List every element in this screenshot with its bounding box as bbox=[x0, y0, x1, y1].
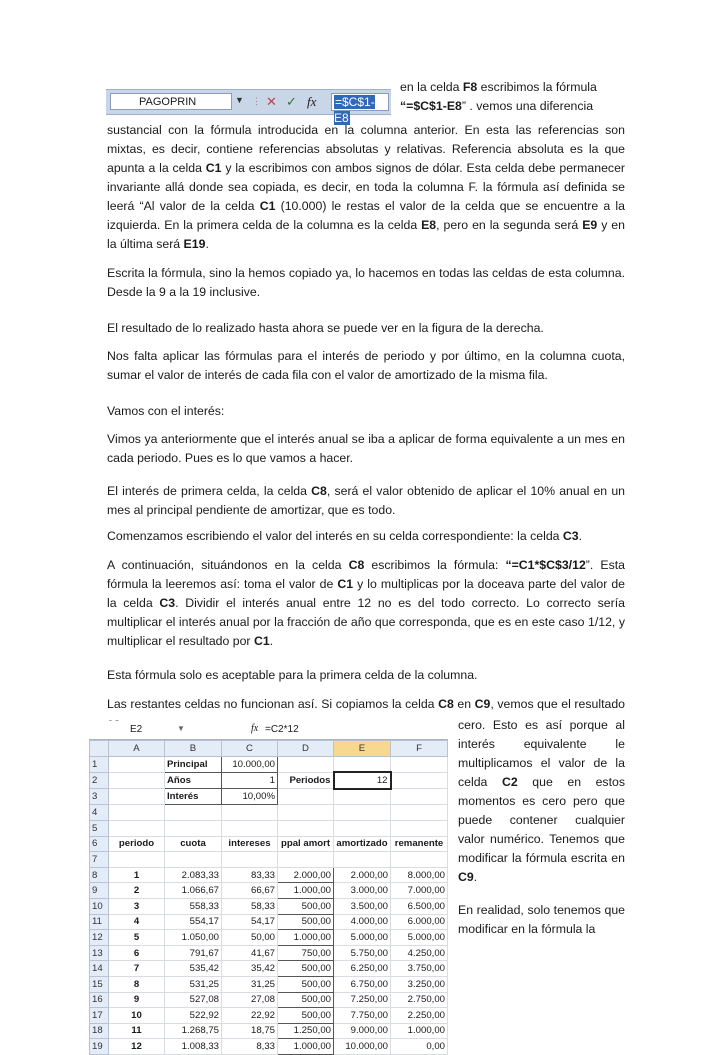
column-header[interactable]: B bbox=[165, 741, 222, 757]
grip-icon: ⋮ bbox=[252, 96, 261, 106]
paragraph-10: Esta fórmula solo es aceptable para la primera celda de la columna. bbox=[107, 668, 478, 682]
grid-cell[interactable]: 3.250,00 bbox=[391, 976, 448, 992]
grid-cell[interactable]: 58,33 bbox=[222, 898, 278, 914]
spreadsheet-image bbox=[89, 721, 448, 1053]
grid-cell[interactable]: 2.250,00 bbox=[391, 1008, 448, 1024]
table-row bbox=[90, 914, 448, 930]
sheet-name-box[interactable]: E2 bbox=[130, 724, 143, 735]
row-header[interactable]: 5 bbox=[90, 820, 109, 836]
grid-cell[interactable]: 4 bbox=[109, 914, 165, 930]
spreadsheet-grid bbox=[89, 740, 448, 1055]
grid-cell[interactable]: 1 bbox=[222, 772, 278, 789]
row-header[interactable]: 6 bbox=[90, 836, 109, 852]
row-header[interactable]: 19 bbox=[90, 1039, 109, 1055]
sheet-fx-icon[interactable]: fx bbox=[251, 723, 259, 734]
side-paragraph-1: cero. Esto es así porque al interés equivalente le multiplicamos el valor de la celda C2 que en estos momentos es cero pero que puede contener cualquier valor numérico. Tenemos que modificar la fórmula escrita en C9. bbox=[458, 718, 625, 884]
row-header[interactable]: 13 bbox=[90, 945, 109, 961]
row-header[interactable]: 3 bbox=[90, 789, 109, 805]
grid-cell[interactable]: 500,00 bbox=[278, 898, 334, 914]
row-header[interactable]: 14 bbox=[90, 961, 109, 977]
grid-cell[interactable] bbox=[391, 789, 448, 805]
grid-cell[interactable]: 535,42 bbox=[165, 961, 222, 977]
table-row bbox=[90, 789, 448, 805]
grid-cell[interactable]: 10.000,00 bbox=[222, 756, 278, 772]
cancel-icon[interactable]: ✕ bbox=[266, 94, 277, 109]
table-row bbox=[90, 820, 448, 836]
grid-cell[interactable]: 54,17 bbox=[222, 914, 278, 930]
grid-cell[interactable] bbox=[334, 756, 391, 772]
grid-cell[interactable]: 12 bbox=[109, 1039, 165, 1055]
table-row bbox=[90, 756, 448, 772]
table-row bbox=[90, 1023, 448, 1039]
grid-cell[interactable]: 527,08 bbox=[165, 992, 222, 1008]
grid-cell[interactable]: 9 bbox=[109, 992, 165, 1008]
grid-cell[interactable]: 2.750,00 bbox=[391, 992, 448, 1008]
table-row bbox=[90, 961, 448, 977]
grid-cell[interactable]: 83,33 bbox=[222, 867, 278, 883]
grid-cell[interactable] bbox=[109, 789, 165, 805]
table-row bbox=[90, 836, 448, 852]
row-header[interactable]: 2 bbox=[90, 772, 109, 789]
grid-cell[interactable]: 7.250,00 bbox=[334, 992, 391, 1008]
grid-cell[interactable]: 7.750,00 bbox=[334, 1008, 391, 1024]
sheet-formula-input[interactable]: =C2*12 bbox=[265, 724, 299, 735]
grid-cell[interactable]: 4.250,00 bbox=[391, 945, 448, 961]
grid-cell[interactable]: 1.066,67 bbox=[165, 883, 222, 899]
grid-cell[interactable] bbox=[278, 756, 334, 772]
grid-cell[interactable]: 500,00 bbox=[278, 1008, 334, 1024]
grid-cell[interactable]: 27,08 bbox=[222, 992, 278, 1008]
grid-cell[interactable] bbox=[109, 772, 165, 789]
paragraph-11: Las restantes celdas no funcionan así. Si copiamos la celda C8 en C9, vemos que el resultado bbox=[107, 697, 626, 711]
grid-cell[interactable]: 7 bbox=[109, 961, 165, 977]
paragraph-8: Comenzamos escribiendo el valor del interés en su celda correspondiente: la celda C3. bbox=[107, 529, 583, 543]
grid-cell[interactable] bbox=[109, 852, 165, 868]
grid-cell[interactable]: Interés bbox=[165, 789, 222, 805]
paragraph-2: Escrita la fórmula, sino la hemos copiado ya, lo hacemos en todas las celdas de esta columna. Desde la 9 a la 19 inclusive. bbox=[107, 266, 625, 299]
grid-cell[interactable]: 5 bbox=[109, 930, 165, 946]
grid-cell[interactable]: 1 bbox=[109, 867, 165, 883]
grid-cell[interactable] bbox=[222, 805, 278, 821]
grid-cell[interactable]: 5.000,00 bbox=[334, 930, 391, 946]
table-row bbox=[90, 852, 448, 868]
grid-cell[interactable] bbox=[391, 772, 448, 789]
table-row bbox=[90, 805, 448, 821]
row-header[interactable]: 15 bbox=[90, 976, 109, 992]
grid-cell[interactable]: 12 bbox=[334, 772, 391, 789]
grid-cell[interactable] bbox=[165, 820, 222, 836]
grid-cell[interactable]: ppal amort bbox=[278, 836, 334, 852]
grid-cell[interactable]: 554,17 bbox=[165, 914, 222, 930]
row-header[interactable]: 8 bbox=[90, 867, 109, 883]
grid-cell[interactable]: 1.050,00 bbox=[165, 930, 222, 946]
grid-cell[interactable]: 791,67 bbox=[165, 945, 222, 961]
grid-cell[interactable] bbox=[334, 805, 391, 821]
grid-cell[interactable] bbox=[165, 852, 222, 868]
grid-cell[interactable]: 4.000,00 bbox=[334, 914, 391, 930]
dropdown-arrow-icon[interactable]: ▼ bbox=[235, 95, 244, 105]
grid-cell[interactable] bbox=[334, 852, 391, 868]
grid-cell[interactable] bbox=[109, 805, 165, 821]
paragraph-7: El interés de primera celda, la celda C8, será el valor obtenido de aplicar el 10% anual en un mes al principal pendiente de amortizar, que es todo. bbox=[107, 484, 625, 517]
grid-cell[interactable]: 1.250,00 bbox=[278, 1023, 334, 1039]
grid-cell[interactable]: intereses bbox=[222, 836, 278, 852]
table-row bbox=[90, 1008, 448, 1024]
grid-cell[interactable] bbox=[391, 820, 448, 836]
row-header[interactable]: 7 bbox=[90, 852, 109, 868]
row-header[interactable]: 18 bbox=[90, 1023, 109, 1039]
paragraph-5: Vamos con el interés: bbox=[107, 404, 225, 418]
grid-cell[interactable]: 9.000,00 bbox=[334, 1023, 391, 1039]
grid-cell[interactable]: 6 bbox=[109, 945, 165, 961]
grid-cell[interactable]: 2 bbox=[109, 883, 165, 899]
grid-cell[interactable]: 750,00 bbox=[278, 945, 334, 961]
grid-cell[interactable]: amortizado bbox=[334, 836, 391, 852]
fx-icon[interactable]: fx bbox=[307, 94, 317, 109]
table-row bbox=[90, 883, 448, 899]
grid-cell[interactable]: cuota bbox=[165, 836, 222, 852]
select-all-corner[interactable] bbox=[90, 741, 109, 757]
grid-cell[interactable]: 1.000,00 bbox=[391, 1023, 448, 1039]
table-row bbox=[90, 1039, 448, 1055]
grid-cell[interactable] bbox=[278, 789, 334, 805]
grid-cell[interactable]: 31,25 bbox=[222, 976, 278, 992]
grid-cell[interactable]: 18,75 bbox=[222, 1023, 278, 1039]
table-row bbox=[90, 992, 448, 1008]
grid-cell[interactable]: 50,00 bbox=[222, 930, 278, 946]
row-header[interactable]: 17 bbox=[90, 1008, 109, 1024]
grid-cell[interactable]: 8.000,00 bbox=[391, 867, 448, 883]
paragraph-6: Vimos ya anteriormente que el interés anual se iba a aplicar de forma equivalente a un mes en cada periodo. Pues es lo que vamos a hacer. bbox=[107, 432, 625, 465]
grid-cell[interactable]: 3.750,00 bbox=[391, 961, 448, 977]
grid-cell[interactable] bbox=[278, 852, 334, 868]
grid-cell[interactable]: 500,00 bbox=[278, 914, 334, 930]
side-paragraph-2: En realidad, solo tenemos que modificar en la fórmula la bbox=[458, 903, 625, 936]
grid-cell[interactable] bbox=[222, 820, 278, 836]
paragraph-4: Nos falta aplicar las fórmulas para el interés de periodo y por último, en la columna cuota, sumar el valor de interés de cada fila con el valor de amortizado de la misma fila. bbox=[107, 349, 625, 382]
grid-cell[interactable]: 558,33 bbox=[165, 898, 222, 914]
grid-cell[interactable]: 500,00 bbox=[278, 992, 334, 1008]
table-row bbox=[90, 772, 448, 789]
grid-cell[interactable]: 5.750,00 bbox=[334, 945, 391, 961]
grid-cell[interactable]: 1.000,00 bbox=[278, 930, 334, 946]
grid-cell[interactable]: 3 bbox=[109, 898, 165, 914]
column-header[interactable]: E bbox=[334, 741, 391, 757]
grid-cell[interactable] bbox=[391, 756, 448, 772]
grid-cell[interactable] bbox=[109, 756, 165, 772]
grid-cell[interactable]: 1.268,75 bbox=[165, 1023, 222, 1039]
grid-cell[interactable] bbox=[391, 805, 448, 821]
row-header[interactable]: 4 bbox=[90, 805, 109, 821]
grid-cell[interactable]: 10,00% bbox=[222, 789, 278, 805]
table-row bbox=[90, 945, 448, 961]
grid-cell[interactable]: 6.250,00 bbox=[334, 961, 391, 977]
column-header[interactable]: C bbox=[222, 741, 278, 757]
table-row bbox=[90, 976, 448, 992]
grid-cell[interactable]: 2.000,00 bbox=[278, 867, 334, 883]
grid-cell[interactable]: 1.000,00 bbox=[278, 883, 334, 899]
grid-cell[interactable]: 0,00 bbox=[391, 1039, 448, 1055]
formula-input[interactable]: =$C$1-E8 bbox=[331, 93, 389, 111]
grid-cell[interactable]: 2.000,00 bbox=[334, 867, 391, 883]
grid-cell[interactable]: Años bbox=[165, 772, 222, 789]
row-header[interactable]: 12 bbox=[90, 930, 109, 946]
grid-cell[interactable]: 8,33 bbox=[222, 1039, 278, 1055]
paragraph-3: El resultado de lo realizado hasta ahora se puede ver en la figura de la derecha. bbox=[107, 321, 544, 335]
table-row bbox=[90, 930, 448, 946]
column-header[interactable]: F bbox=[391, 741, 448, 757]
grid-cell[interactable]: Periodos bbox=[278, 772, 334, 789]
grid-cell[interactable] bbox=[391, 852, 448, 868]
column-header[interactable]: A bbox=[109, 741, 165, 757]
grid-cell[interactable]: Principal bbox=[165, 756, 222, 772]
grid-cell[interactable]: 500,00 bbox=[278, 976, 334, 992]
grid-cell[interactable] bbox=[334, 820, 391, 836]
row-header[interactable]: 11 bbox=[90, 914, 109, 930]
sheet-dropdown-icon[interactable]: ▼ bbox=[177, 724, 185, 733]
grid-cell[interactable]: periodo bbox=[109, 836, 165, 852]
grid-cell[interactable]: 500,00 bbox=[278, 961, 334, 977]
grid-cell[interactable]: 6.750,00 bbox=[334, 976, 391, 992]
grid-cell[interactable] bbox=[109, 820, 165, 836]
grid-cell[interactable]: 6.500,00 bbox=[391, 898, 448, 914]
enter-icon[interactable]: ✓ bbox=[286, 94, 297, 109]
grid-cell[interactable]: 66,67 bbox=[222, 883, 278, 899]
grid-cell[interactable]: remanente bbox=[391, 836, 448, 852]
intro-text: en la celda F8 escribimos la fórmula “=$C$1-E8” . vemos una diferencia bbox=[400, 80, 597, 113]
grid-cell[interactable]: 5.000,00 bbox=[391, 930, 448, 946]
grid-cell[interactable]: 8 bbox=[109, 976, 165, 992]
row-header[interactable]: 1 bbox=[90, 756, 109, 772]
grid-cell[interactable] bbox=[278, 820, 334, 836]
row-header[interactable]: 10 bbox=[90, 898, 109, 914]
sheet-formula-bar bbox=[89, 721, 448, 740]
grid-cell[interactable]: 7.000,00 bbox=[391, 883, 448, 899]
grid-cell[interactable]: 10 bbox=[109, 1008, 165, 1024]
column-header[interactable]: D bbox=[278, 741, 334, 757]
grid-cell[interactable] bbox=[165, 805, 222, 821]
grid-cell[interactable]: 3.500,00 bbox=[334, 898, 391, 914]
name-box[interactable]: PAGOPRIN bbox=[110, 93, 232, 110]
grid-cell[interactable]: 3.000,00 bbox=[334, 883, 391, 899]
grid-cell[interactable]: 41,67 bbox=[222, 945, 278, 961]
paragraph-9: A continuación, situándonos en la celda C8 escribimos la fórmula: “=C1*$C$3/12”. Esta fórmula la leeremos así: toma el valor de C1 y lo multiplicas por la doceava parte del valor de la celda C3. Dividir el interés anual entre 12 no es del todo correcto. Lo correcto sería multiplicar el interés anual por la fracción de año que corresponda, que es en este caso 1/12, y multiplicar el resultado por C1. bbox=[107, 558, 625, 648]
grid-cell[interactable]: 6.000,00 bbox=[391, 914, 448, 930]
grid-cell[interactable]: 2.083,33 bbox=[165, 867, 222, 883]
formula-bar-image bbox=[106, 82, 391, 125]
row-header[interactable]: 9 bbox=[90, 883, 109, 899]
grid-cell[interactable]: 22,92 bbox=[222, 1008, 278, 1024]
table-row bbox=[90, 898, 448, 914]
paragraph-1: sustancial con la fórmula introducida en la columna anterior. En esta las referencias son mixtas, es decir, contiene referencias absolutas y relativas. Referencia absoluta es la que apunta a la celda C1 y la escribimos con ambos signos de dólar. Esta celda debe permanecer invariante allá donde sea copiada, es decir, en toda la columna F. la fórmula así definida se leerá “Al valor de la celda C1 (10.000) le restas el valor de la celda que se encuentre a la izquierda. En la primera celda de la columna es la celda E8, pero en la segunda será E9 y en la última será E19. bbox=[107, 123, 625, 251]
grid-cell[interactable] bbox=[334, 789, 391, 805]
grid-cell[interactable]: 35,42 bbox=[222, 961, 278, 977]
grid-cell[interactable] bbox=[222, 852, 278, 868]
grid-cell[interactable]: 1.000,00 bbox=[278, 1039, 334, 1055]
row-header[interactable]: 16 bbox=[90, 992, 109, 1008]
table-row bbox=[90, 867, 448, 883]
grid-cell[interactable]: 531,25 bbox=[165, 976, 222, 992]
grid-cell[interactable]: 1.008,33 bbox=[165, 1039, 222, 1055]
grid-cell[interactable]: 11 bbox=[109, 1023, 165, 1039]
grid-cell[interactable] bbox=[278, 805, 334, 821]
grid-cell[interactable]: 522,92 bbox=[165, 1008, 222, 1024]
grid-cell[interactable]: 10.000,00 bbox=[334, 1039, 391, 1055]
